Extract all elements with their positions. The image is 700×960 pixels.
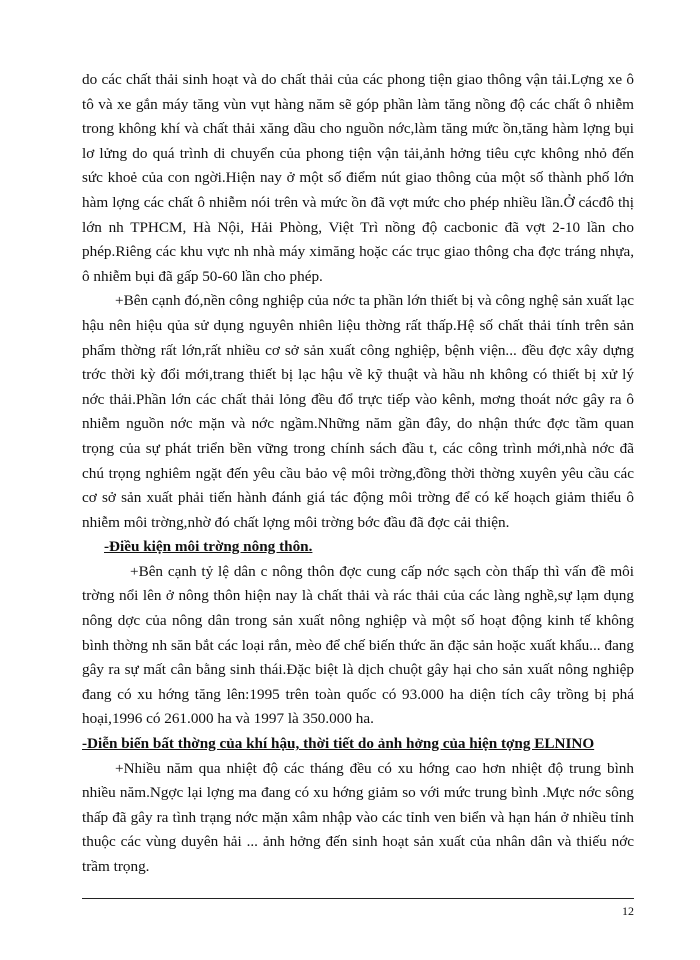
footer-divider [82, 898, 634, 899]
paragraph-climate-impact: +Nhiều năm qua nhiệt độ các tháng đều có xu hớng cao hơn nhiệt độ trung bình nhiều năm.Ngợc lại lợng ma đang có xu hớng giảm so với mức trung bình .Mực nớc sông thấp đã gây ra tình trạng nớc mặn xâm nhập vào các tỉnh ven biển và hạn hán ở nhiều tỉnh thuộc các vùng duyên hải ... ảnh hởng đến sinh hoạt sản xuất của nhân dân và thiếu nớc trầm trọng. [82, 759, 634, 875]
page-body [82, 68, 634, 880]
paragraph-rural-issues: +Bên cạnh tỷ lệ dân c nông thôn đợc cung cấp nớc sạch còn thấp thì vấn đề môi trờng nổi lên ở nông thôn hiện nay là chất thải và rác thải của các làng nghề,sự lạm dụng nông dợc của nông dân trong sản xuất nông nghiệp và một số hoạt động kinh tế không bình thờng nh săn bắt các loại rắn, mèo để chế biến thức ăn đặc sản hoặc xuất khẩu... đang gây ra sự mất cân bằng sinh thái.Đặc biệt là dịch chuột gây hại cho sản xuất nông nghiệp đang có xu hớng tăng lên:1995 trên toàn quốc có 93.000 ha diện tích cây trồng bị phá hoại,1996 có 261.000 ha và 1997 là 350.000 ha. [82, 562, 634, 728]
page-number: 12 [622, 904, 634, 918]
heading-climate-elnino: -Diễn biến bất thờng của khí hậu, thời tiết do ảnh hởng của hiện tợng ELNINO [82, 735, 595, 753]
paragraph-transport-pollution: do các chất thải sinh hoạt và do chất thải của các phong tiện giao thông vận tải.Lợng xe ô tô và xe gắn máy tăng vùn vụt hàng năm sẽ góp phần làm tăng nồng độ các chất ô nhiễm trong không khí và chất thải xăng dầu cho nguồn nớc,làm tăng mức ồn,tăng hàm lợng bụi lơ lửng do quá trình di chuyển của phong tiện vận tải,ảnh hởng tiêu cực không nhỏ đến sức khoẻ của con ngời.Hiện nay ở một số điểm nút giao thông của một số thành phố lớn hàm lợng các chất ô nhiễm nói trên và mức ồn đã vợt mức cho phép nhiều lần.Ở cácđô thị lớn nh TPHCM, Hà Nội, Hải Phòng, Việt Trì nồng độ cacbonic đã vợt 2-10 lần cho phép.Riêng các khu vực nh nhà máy ximăng hoặc các trục giao thông cha đợc tráng nhựa, ô nhiễm bụi đã gấp 50-60 lần cho phép. [82, 71, 634, 285]
heading-rural-environment: -Điều kiện môi trờng nông thôn. [104, 538, 313, 556]
paragraph-industry-pollution: +Bên cạnh đó,nền công nghiệp của nớc ta phần lớn thiết bị và công nghệ sản xuất lạc hậu nên hiệu qủa sử dụng nguyên nhiên liệu thờng rất thấp.Hệ số chất thải tính trên sản phẩm thờng rất lớn,rất nhiều cơ sở sản xuất công nghiệp, bệnh viện... đều đợc xây dựng trớc thời kỳ đổi mới,trang thiết bị lạc hậu về kỹ thuật và hầu nh không có thiết bị xử lý nớc thải.Phần lớn các chất thải lỏng đều đổ trực tiếp vào kênh, mơng thoát nớc gây ra ô nhiễm nguồn nớc mặn và nớc ngầm.Những năm gần đây, do nhận thức đợc tầm quan trọng của sự phát triển bền vững trong chính sách đầu t, các công trình mới,nhà nớc đã chú trọng nghiêm ngặt đến yêu cầu bảo vệ môi trờng,đồng thời thờng xuyên yêu cầu các cơ sở sản xuất phải tiến hành đánh giá tác động môi trờng để có kế hoạch giảm thiểu ô nhiễm môi trờng,nhờ đó chất lợng môi trờng bớc đầu đã đợc cải thiện. [82, 292, 634, 531]
